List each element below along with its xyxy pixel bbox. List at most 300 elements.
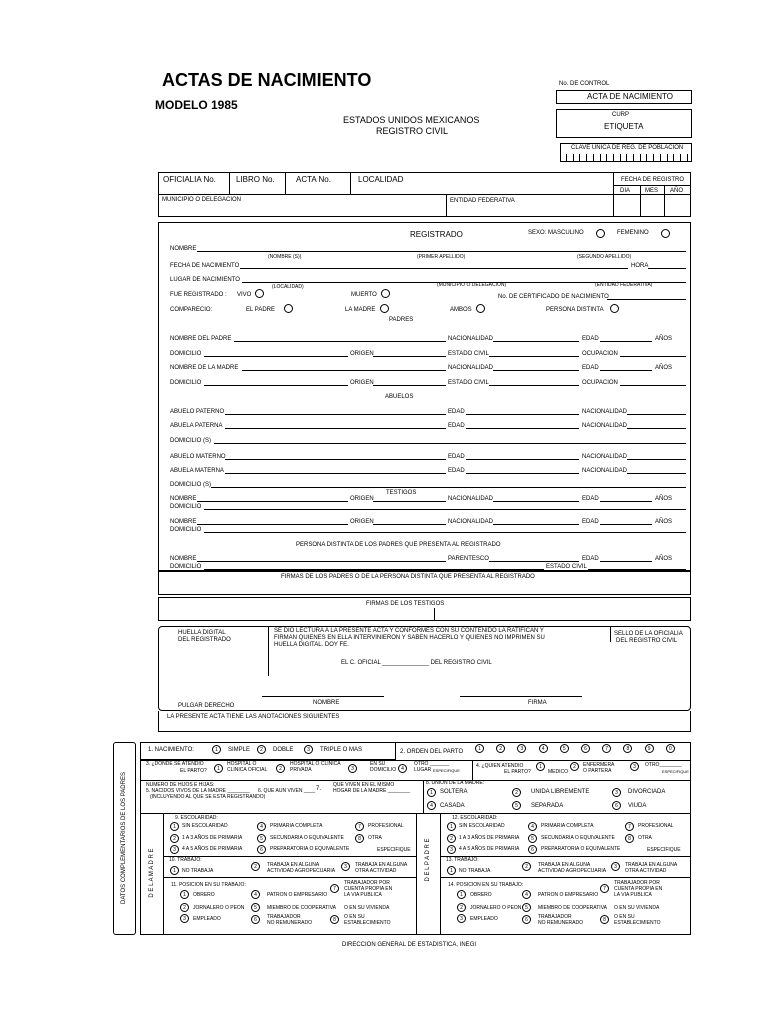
doble-label: DOBLE xyxy=(273,747,294,753)
abuela-materna-nac-label: NACIONALIDAD xyxy=(582,468,628,474)
segundo-apellido-sub: (SEGUNDO APELLIDO) xyxy=(577,254,632,260)
testigo2-domicilio-label: DOMICILIO xyxy=(170,527,202,533)
persona-estado-civil-field[interactable] xyxy=(588,569,686,570)
clave-digit-tick xyxy=(653,154,654,161)
entidad-label: ENTIDAD FEDERATIVA xyxy=(450,198,515,204)
vivo-radio[interactable] xyxy=(255,289,264,298)
form-model: MODELO 1985 xyxy=(155,98,238,112)
testigo1-nombre-label: NOMBRE xyxy=(170,496,197,502)
orden-parto-option[interactable]: 5 xyxy=(560,744,569,753)
padre-obrero-label: OBRERO xyxy=(470,892,492,898)
abuela-materna-nac-field[interactable] xyxy=(627,473,686,474)
control-number-label: No. DE CONTROL xyxy=(559,81,610,87)
dia-label: DIA xyxy=(620,188,631,194)
padre-patron-option[interactable]: 4 xyxy=(522,890,531,899)
padre-empleado-option[interactable]: 3 xyxy=(457,914,466,923)
hospital-oficial-label-1: HOSPITAL O xyxy=(227,761,257,767)
orden-parto-option[interactable]: 8 xyxy=(623,744,632,753)
madre-profesional-option[interactable]: 7 xyxy=(355,822,364,831)
padre-no-trabaja-label: NO TRABAJA xyxy=(459,868,491,874)
madre-domicilio-field[interactable] xyxy=(204,385,348,386)
padre-agro-label-2: ACTIVIDAD AGROPECUARIA xyxy=(538,868,607,874)
soltera-label: SOLTERA xyxy=(440,789,468,795)
separada-label: SEPARADA xyxy=(531,803,564,809)
enfermera-label-1: ENFERMERA xyxy=(583,762,615,768)
hospital-privada-label-2: PRIVADA xyxy=(290,767,312,773)
union-libre-option[interactable]: 2 xyxy=(512,788,521,797)
madre-cuenta-option[interactable]: 7 xyxy=(330,884,339,893)
madre-no-remunerado-option[interactable]: 6 xyxy=(251,915,260,924)
localidad-label: LOCALIDAD xyxy=(358,175,404,184)
padre-jornalero-label: JORNALERO O PEON xyxy=(470,905,522,911)
nacimiento-label: 1. NACIMIENTO: xyxy=(148,747,194,753)
padre-preparatoria-option[interactable]: 6 xyxy=(528,845,537,854)
madre-secundaria-option[interactable]: 5 xyxy=(257,834,266,843)
entidad-sub: (ENTIDAD FEDERATIVA) xyxy=(595,282,653,288)
padre-ocupacion-field[interactable] xyxy=(620,356,686,357)
clave-label: CLAVE UNICA DE REG. DE POBLACION xyxy=(571,145,684,151)
madre-cooperativa-label: MIEMBRO DE COOPERATIVA xyxy=(267,905,336,911)
lugar-nac-label: LUGAR DE NACIMIENTO xyxy=(170,277,240,283)
persona-nombre-field[interactable] xyxy=(197,561,446,562)
el-padre-radio[interactable] xyxy=(284,304,293,313)
donde-label-2: EL PARTO? xyxy=(180,768,207,774)
testigo2-origen-label: ORIGEN xyxy=(350,519,374,525)
padre-cuatro-anios-option[interactable]: 3 xyxy=(447,845,456,854)
madre-cuatro-anios-label: 4 A 5 AÑOS DE PRIMARIA xyxy=(182,846,243,852)
oficialia-label: OFICIALIA No. xyxy=(163,175,216,184)
padre-no-remunerado-option[interactable]: 6 xyxy=(522,915,531,924)
muerto-radio[interactable] xyxy=(381,289,390,298)
orden-parto-option[interactable]: 0 xyxy=(666,744,675,753)
abuelo-paterno-nac-label: NACIONALIDAD xyxy=(582,409,628,415)
padre-escolaridad-label: 12. ESCOLARIDAD: xyxy=(452,815,498,821)
madre-secundaria-label: SECUNDARIA O EQUIVALENTE xyxy=(270,835,344,841)
padres-title: PADRES xyxy=(389,317,414,323)
union-libre-label: UNIDA LIBREMENTE xyxy=(531,789,590,795)
madre-edad-field[interactable] xyxy=(600,370,652,371)
persona-domicilio-field[interactable] xyxy=(204,569,544,570)
padre-no-remunerado-label-1: TRABAJADOR xyxy=(538,914,572,920)
padre-cuatro-anios-label: 4 A 5 AÑOS DE PRIMARIA xyxy=(459,846,520,852)
abuelo-paterno-nac-field[interactable] xyxy=(627,414,686,415)
padre-otra-label: OTRA xyxy=(638,835,652,841)
madre-jornalero-label: JORNALERO O PEON xyxy=(193,905,245,911)
persona-edad-label: EDAD xyxy=(582,556,599,562)
enfermera-option[interactable]: 2 xyxy=(570,762,579,771)
abuelo-paterno-label: ABUELO PATERNO xyxy=(170,409,225,415)
triple-label: TRIPLE O MAS xyxy=(320,747,363,753)
firmas-testigos-label: FIRMAS DE LOS TESTIGOS xyxy=(366,601,445,607)
clave-digit-tick xyxy=(600,154,601,161)
testigo1-nombre-field[interactable] xyxy=(197,501,348,502)
madre-agro-label-2: ACTIVIDAD AGROPECUARIA xyxy=(267,868,336,874)
madre-establecimiento-label-2: ESTABLECIMIENTO xyxy=(344,920,391,926)
madre-otra-label: OTRA xyxy=(368,835,382,841)
hospital-oficial-label-2: CLINICA OFICIAL xyxy=(227,767,268,773)
casada-option[interactable]: 4 xyxy=(427,801,436,810)
nombre-field[interactable] xyxy=(197,251,686,252)
la-madre-radio[interactable] xyxy=(380,304,389,313)
padre-no-trabaja-option[interactable]: 1 xyxy=(447,866,456,875)
madre-obrero-option[interactable]: 1 xyxy=(180,890,189,899)
madre-no-trabaja-label: NO TRABAJA xyxy=(182,868,214,874)
testigo2-nombre-label: NOMBRE xyxy=(170,519,197,525)
registrado-title: REGISTRADO xyxy=(410,230,463,239)
padre-establecimiento-option[interactable]: 8 xyxy=(600,915,609,924)
orden-parto-option[interactable]: 2 xyxy=(496,744,505,753)
madre-ocupacion-label: OCUPACION xyxy=(582,380,618,386)
viuda-option[interactable]: 6 xyxy=(612,801,621,810)
country-label: ESTADOS UNIDOS MEXICANOS xyxy=(343,115,480,125)
madre-escolaridad-label: 9. ESCOLARIDAD: xyxy=(175,815,218,821)
domicilio-label-1: EN SU xyxy=(370,761,386,767)
abuelos-maternos-domicilio-label: DOMICILIO (S) xyxy=(170,482,212,488)
firmas-padres-label: FIRMAS DE LOS PADRES O DE LA PERSONA DISTINTA QUE PRESENTA AL REGISTRADO xyxy=(281,574,535,580)
nombre-madre-field[interactable] xyxy=(242,370,446,371)
madre-origen-label: ORIGEN xyxy=(350,380,374,386)
nombre-signature-label: NOMBRE xyxy=(313,700,340,706)
testigo1-edad-label: EDAD xyxy=(582,496,599,502)
sello-label-2: DEL REGISTRO CIVIL xyxy=(616,638,678,644)
enfermera-label-2: O PARTERA xyxy=(583,768,612,774)
clave-digit-tick xyxy=(566,154,567,161)
abuela-paterna-field[interactable] xyxy=(225,428,446,429)
persona-nombre-label: NOMBRE xyxy=(170,556,197,562)
union-label: 8. UNION DE LA MADRE: xyxy=(426,780,485,786)
hora-label: HORA xyxy=(631,263,649,269)
testigo2-nac-field[interactable] xyxy=(493,524,579,525)
testigo2-origen-field[interactable] xyxy=(373,524,446,525)
padre-agro-label-1: TRABAJA EN ALGUNA xyxy=(538,862,591,868)
padre-anos-label: AÑOS xyxy=(655,336,673,342)
testigo2-domicilio-field[interactable] xyxy=(204,532,686,533)
clave-digit-tick xyxy=(667,154,668,161)
madre-establecimiento-label-1: O EN SU xyxy=(344,914,365,920)
nombre-padre-field[interactable] xyxy=(234,341,446,342)
madre-establecimiento-option[interactable]: 8 xyxy=(330,915,339,924)
orden-parto-option[interactable]: 4 xyxy=(539,744,548,753)
padre-secundaria-option[interactable]: 5 xyxy=(528,834,537,843)
persona-parentesco-field[interactable] xyxy=(489,561,579,562)
complementarios-side-label: DATOS COMPLEMENTARIOS DE LOS PADRES xyxy=(121,772,127,904)
abuelo-paterno-edad-field[interactable] xyxy=(466,414,579,415)
abuela-materna-edad-field[interactable] xyxy=(466,473,579,474)
padre-otra-option[interactable]: 8 xyxy=(625,834,634,843)
madre-empleado-option[interactable]: 3 xyxy=(180,914,189,923)
testigo1-nac-label: NACIONALIDAD xyxy=(448,496,494,502)
padre-estado-civil-field[interactable] xyxy=(489,356,579,357)
masculino-radio[interactable] xyxy=(596,229,605,238)
padre-origen-field[interactable] xyxy=(373,356,446,357)
persona-parentesco-label: PARENTESCO xyxy=(448,556,489,562)
madre-obrero-label: OBRERO xyxy=(193,892,215,898)
otro-atendio-option[interactable]: 3 xyxy=(630,762,639,771)
form-title: ACTAS DE NACIMIENTO xyxy=(162,70,372,90)
clave-digit-tick xyxy=(633,154,634,161)
hospital-privada-label-1: HOSPITAL O CLINICA xyxy=(290,761,341,767)
madre-cuenta-label-2: CUENTA PROPIA EN xyxy=(344,886,393,892)
madre-otra-actividad-label-1: TRABAJA EN ALGUNA xyxy=(355,862,408,868)
madre-cuatro-anios-option[interactable]: 3 xyxy=(170,845,179,854)
madre-otra-actividad-label-2: OTRA ACTIVIDAD xyxy=(355,868,397,874)
padre-cuenta-option[interactable]: 7 xyxy=(600,884,609,893)
testigo1-origen-field[interactable] xyxy=(373,501,446,502)
abuela-paterna-edad-label: EDAD xyxy=(448,423,465,429)
madre-agro-label-1: TRABAJA EN ALGUNA xyxy=(267,862,320,868)
padre-obrero-option[interactable]: 1 xyxy=(457,890,466,899)
orden-parto-option[interactable]: 1 xyxy=(475,744,484,753)
testigo2-nombre-field[interactable] xyxy=(197,524,348,525)
madre-posicion-label: 11. POSICION EN SU TRABAJO: xyxy=(171,882,246,888)
abuelo-paterno-field[interactable] xyxy=(225,414,446,415)
abuelo-materno-label: ABUELO MATERNO xyxy=(170,454,226,460)
persona-domicilio-label: DOMICILIO xyxy=(170,564,202,570)
abuelo-materno-edad-field[interactable] xyxy=(466,459,579,460)
muerto-label: MUERTO xyxy=(351,292,377,298)
orden-parto-option[interactable]: 6 xyxy=(581,744,590,753)
simple-option[interactable]: 1 xyxy=(212,745,221,754)
viven-label-1: QUE VIVEN EN EL MISMO xyxy=(333,782,395,788)
firma-oficial-signature[interactable] xyxy=(460,696,582,697)
padre-trabajo-label: 13. TRABAJO: xyxy=(446,857,479,863)
pulgar-label: PULGAR DERECHO xyxy=(178,703,235,709)
certificado-label: No. DE CERTIFICADO DE NACIMIENTO xyxy=(498,294,609,300)
fue-registrado-label: FUE REGISTRADO : xyxy=(170,292,227,298)
madre-primaria-completa-option[interactable]: 4 xyxy=(257,822,266,831)
madre-anos-label: AÑOS xyxy=(655,365,673,371)
abuelos-paternos-domicilio-field[interactable] xyxy=(214,443,686,444)
abuelo-materno-edad-label: EDAD xyxy=(448,454,465,460)
huella-label-2: DEL REGISTRADO xyxy=(178,637,231,643)
padre-empleado-label: EMPLEADO xyxy=(470,916,498,922)
padre-cuenta-label-1: TRABAJADOR POR xyxy=(614,880,660,886)
anio-label: AÑO xyxy=(670,188,684,194)
persona-distinta-radio[interactable] xyxy=(610,304,619,313)
nombre-oficial-signature[interactable] xyxy=(262,696,384,697)
padre-tres-anios-option[interactable]: 2 xyxy=(447,834,456,843)
madre-empleado-label: EMPLEADO xyxy=(193,916,221,922)
testigos-title: TESTIGOS xyxy=(386,490,417,496)
abuela-materna-edad-label: EDAD xyxy=(448,468,465,474)
padre-cooperativa-label: MIEMBRO DE COOPERATIVA xyxy=(538,905,607,911)
madre-nacionalidad-field[interactable] xyxy=(493,370,579,371)
testigo2-edad-label: EDAD xyxy=(582,519,599,525)
padre-edad-label: EDAD xyxy=(582,336,599,342)
madre-cuenta-label-1: TRABAJADOR POR xyxy=(344,880,390,886)
municipio-label: MUNICIPIO O DELEGACION xyxy=(162,197,242,203)
nombres-sub: (NOMBRE (S)) xyxy=(268,254,302,260)
abuela-materna-field[interactable] xyxy=(225,473,446,474)
main-form-box xyxy=(158,222,691,571)
hospital-oficial-option[interactable]: 1 xyxy=(214,764,223,773)
otro-lugar-label-2: LUGAR xyxy=(414,767,432,773)
padre-cuenta-label-3: LA VIA PUBLICA xyxy=(614,892,652,898)
abuelo-materno-field[interactable] xyxy=(225,459,446,460)
lectura-line-1: SE DIO LECTURA A LA PRESENTE ACTA Y CONFORMES CON SU CONTENIDO LA RATIFICAN Y xyxy=(274,628,544,634)
padre-posicion-label: 14. POSICION EN SU TRABAJO: xyxy=(448,882,524,888)
clave-digit-tick xyxy=(593,154,594,161)
clave-digit-tick xyxy=(573,154,574,161)
padre-otra-actividad-label-1: TRABAJA EN ALGUNA xyxy=(625,862,678,868)
testigo2-anos-label: AÑOS xyxy=(655,519,673,525)
madre-patron-option[interactable]: 4 xyxy=(251,890,260,899)
madre-no-remunerado-label-2: NO REMUNERADO xyxy=(267,920,313,926)
padre-ocupacion-label: OCUPACION xyxy=(582,351,618,357)
anotaciones-label: LA PRESENTE ACTA TIENE LAS ANOTACIONES SIGUIENTES xyxy=(167,714,340,720)
hospital-privada-option[interactable]: 2 xyxy=(276,764,285,773)
padre-jornalero-option[interactable]: 2 xyxy=(457,903,466,912)
triple-option[interactable]: 3 xyxy=(304,745,313,754)
testigo1-edad-field[interactable] xyxy=(600,501,652,502)
padre-estado-civil-label: ESTADO CIVIL xyxy=(448,351,489,357)
oficial-label: EL C. OFICIAL ______________ DEL REGISTRO CIVIL xyxy=(341,660,492,666)
domicilio-label-2: DOMICILIO xyxy=(370,767,397,773)
padre-origen-label: ORIGEN xyxy=(350,351,374,357)
madre-otra-option[interactable]: 8 xyxy=(355,834,364,843)
hora-field[interactable] xyxy=(648,268,686,269)
abuelos-maternos-domicilio-field[interactable] xyxy=(211,487,686,488)
padre-agro-option[interactable]: 2 xyxy=(522,862,531,871)
quien-label-2: EL PARTO? xyxy=(504,769,531,775)
persona-anos-label: AÑOS xyxy=(655,556,673,562)
medico-option[interactable]: 1 xyxy=(536,762,545,771)
madre-sin-escolaridad-option[interactable]: 1 xyxy=(170,822,179,831)
la-madre-label: LA MADRE xyxy=(345,307,376,313)
testigo2-edad-field[interactable] xyxy=(600,524,652,525)
padre-edad-field[interactable] xyxy=(600,341,652,342)
simple-label: SIMPLE xyxy=(228,747,251,753)
clave-digit-tick xyxy=(613,154,614,161)
femenino-radio[interactable] xyxy=(661,229,670,238)
clave-digit-tick xyxy=(606,154,607,161)
donde-label-1: 3. ¿DONDE SE ATENDIO xyxy=(146,761,204,767)
testigo1-nac-field[interactable] xyxy=(493,501,579,502)
padre-domicilio-label: DOMICILIO xyxy=(170,351,202,357)
testigo1-domicilio-field[interactable] xyxy=(204,509,686,510)
persona-estado-civil-label: ESTADO CIVIL xyxy=(546,564,587,570)
divorciada-option[interactable]: 3 xyxy=(612,788,621,797)
padre-primaria-completa-option[interactable]: 4 xyxy=(528,822,537,831)
padre-cooperativa-option[interactable]: 5 xyxy=(522,903,531,912)
otro-atendio-especifique: ESPECIFIQUE xyxy=(662,769,689,774)
abuela-paterna-nac-field[interactable] xyxy=(627,428,686,429)
abuela-paterna-edad-field[interactable] xyxy=(466,428,579,429)
clave-digit-tick xyxy=(687,154,688,161)
padre-nacionalidad-field[interactable] xyxy=(493,341,579,342)
hijos-value: 7. xyxy=(316,786,322,792)
madre-edad-label: EDAD xyxy=(582,365,599,371)
madre-agro-option[interactable]: 2 xyxy=(251,862,260,871)
casada-label: CASADA xyxy=(440,803,465,809)
abuelo-paterno-edad-label: EDAD xyxy=(448,409,465,415)
padre-otra-especifique: ESPECIFIQUE xyxy=(647,847,681,853)
footer-label: DIRECCION GENERAL DE ESTADISTICA, INEGI xyxy=(342,942,477,948)
registry-label: REGISTRO CIVIL xyxy=(376,126,449,136)
separada-option[interactable]: 5 xyxy=(512,801,521,810)
madre-preparatoria-option[interactable]: 6 xyxy=(257,845,266,854)
el-padre-label: EL PADRE xyxy=(246,307,276,313)
vivo-label: VIVO xyxy=(237,292,252,298)
nombre-label: NOMBRE xyxy=(170,246,197,252)
lectura-line-2: FIRMAN QUIENES EN ELLA INTERVINIERON Y SABEN HACERLO Y QUIENES NO IMPRIMEN SU xyxy=(274,635,545,641)
abuela-paterna-label: ABUELA PATERNA xyxy=(170,423,223,429)
orden-parto-option[interactable]: 7 xyxy=(602,744,611,753)
clave-digit-tick xyxy=(640,154,641,161)
padre-sin-escolaridad-option[interactable]: 1 xyxy=(447,822,456,831)
localidad-sub: (LOCALIDAD) xyxy=(272,284,304,290)
padre-vivienda-label: O EN SU VIVIENDA xyxy=(614,905,660,911)
primer-apellido-sub: (PRIMER APELLIDO) xyxy=(417,254,466,260)
padre-patron-label: PATRON O EMPRESARIO xyxy=(538,892,599,898)
persona-edad-field[interactable] xyxy=(600,561,652,562)
abuelo-materno-nac-field[interactable] xyxy=(627,459,686,460)
hijos-label-4: (INCLUYENDO AL QUE SE ESTA REGISTRANDO) xyxy=(150,794,266,800)
otro-lugar-option[interactable]: 4 xyxy=(398,764,407,773)
clave-digit-tick xyxy=(673,154,674,161)
madre-origen-field[interactable] xyxy=(373,385,446,386)
padre-tres-anios-label: 1 A 3 AÑOS DE PRIMARIA xyxy=(459,835,520,841)
testigo1-anos-label: AÑOS xyxy=(655,496,673,502)
madre-nacionalidad-label: NACIONALIDAD xyxy=(448,365,494,371)
divorciada-label: DIVORCIADA xyxy=(628,789,666,795)
madre-otra-actividad-option[interactable]: 3 xyxy=(341,862,350,871)
madre-cooperativa-option[interactable]: 5 xyxy=(251,903,260,912)
testigo2-nac-label: NACIONALIDAD xyxy=(448,519,494,525)
domicilio-option[interactable]: 3 xyxy=(348,764,357,773)
lectura-line-3: HUELLA DIGITAL. DOY FE. xyxy=(274,642,349,648)
sello-label-1: SELLO DE LA OFICIALIA xyxy=(614,631,683,637)
orden-parto-option[interactable]: 3 xyxy=(517,744,526,753)
padre-profesional-label: PROFESIONAL xyxy=(638,823,674,829)
padre-cuenta-label-2: CUENTA PROPIA EN xyxy=(614,886,663,892)
padre-preparatoria-label: PREPARATORIA O EQUIVALENTE xyxy=(541,846,621,852)
madre-primaria-completa-label: PRIMARIA COMPLETA xyxy=(270,823,323,829)
madre-tres-anios-label: 1 A 3 AÑOS DE PRIMARIA xyxy=(182,835,243,841)
madre-otra-especifique: ESPECIFIQUE xyxy=(377,847,411,853)
soltera-option[interactable]: 1 xyxy=(427,788,436,797)
quien-label-1: 4. ¿QUIEN ATENDIO xyxy=(476,763,524,769)
clave-digit-tick xyxy=(680,154,681,161)
testigo1-origen-label: ORIGEN xyxy=(350,496,374,502)
abuelo-materno-nac-label: NACIONALIDAD xyxy=(582,454,628,460)
padre-otra-actividad-option[interactable]: 3 xyxy=(611,862,620,871)
madre-sin-escolaridad-label: SIN ESCOLARIDAD xyxy=(182,823,228,829)
madre-profesional-label: PROFESIONAL xyxy=(368,823,404,829)
madre-no-trabaja-option[interactable]: 1 xyxy=(170,866,179,875)
clave-digit-tick xyxy=(620,154,621,161)
padre-profesional-option[interactable]: 7 xyxy=(625,822,634,831)
orden-parto-option[interactable]: 9 xyxy=(645,744,654,753)
madre-domicilio-label: DOMICILIO xyxy=(170,380,202,386)
doble-option[interactable]: 2 xyxy=(257,745,266,754)
fecha-nac-field[interactable] xyxy=(240,268,628,269)
hijos-label-1: NUMERO DE HIJOS E HIJAS: xyxy=(146,782,215,788)
madre-tres-anios-option[interactable]: 2 xyxy=(170,834,179,843)
abuelos-paternos-domicilio-label: DOMICILIO (S) xyxy=(170,438,212,444)
ambos-label: AMBOS xyxy=(450,307,472,313)
sexo-label: SEXO: MASCULINO xyxy=(528,230,584,236)
ambos-radio[interactable] xyxy=(476,304,485,313)
madre-ocupacion-field[interactable] xyxy=(620,385,686,386)
madre-jornalero-option[interactable]: 2 xyxy=(180,903,189,912)
certificado-field[interactable] xyxy=(607,299,686,300)
huella-label-1: HUELLA DIGITAL xyxy=(178,630,226,636)
clave-digit-tick xyxy=(626,154,627,161)
padre-domicilio-field[interactable] xyxy=(204,356,348,357)
etiqueta-label: ETIQUETA xyxy=(604,122,644,131)
madre-estado-civil-field[interactable] xyxy=(489,385,579,386)
